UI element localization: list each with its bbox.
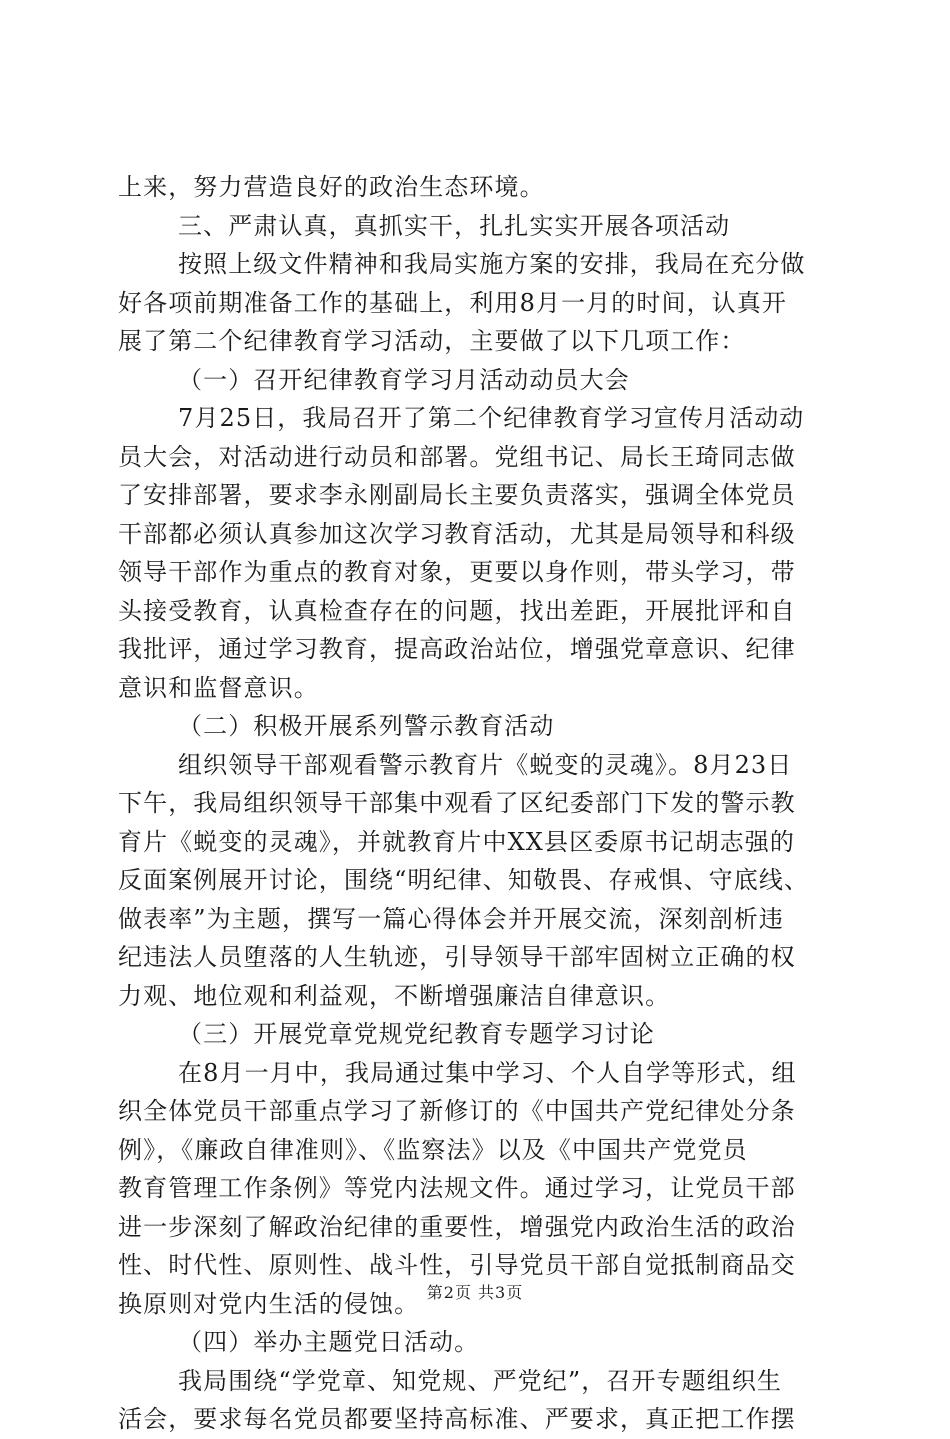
section-heading-line: （二）积极开展系列警示教育活动 — [178, 712, 555, 740]
paragraph-line: 下午，我局组织领导干部集中观看了区纪委部门下发的警示教 — [118, 789, 796, 817]
section-heading-line: （三）开展党章党规党纪教育专题学习讨论 — [178, 1020, 655, 1048]
paragraph-line: 育片《蜕变的灵魂》，并就教育片中XX县区委原书记胡志强的 — [118, 827, 795, 856]
paragraph-line: 例》，《廉政自律准则》、《监察法》以及《中国共产党党员 — [118, 1135, 748, 1164]
paragraph-line: 换原则对党内生活的侵蚀。 — [118, 1289, 420, 1318]
paragraph-line: 在8月一月中，我局通过集中学习、个人自学等形式，组 — [178, 1058, 797, 1087]
paragraph-line: 织全体党员干部重点学习了新修订的《中国共产党纪律处分条 — [118, 1097, 796, 1125]
paragraph-line: 反面案例展开讨论，围绕“明纪律、知敬畏、存戒惧、守底线、 — [118, 866, 810, 894]
paragraph-line: 教育管理工作条例》等党内法规文件。通过学习，让党员干部 — [118, 1174, 796, 1202]
paragraph-line: 力观、地位观和利益观，不断增强廉洁自律意识。 — [118, 981, 671, 1010]
paragraph-line: 意识和监督意识。 — [118, 673, 319, 702]
paragraph-line: 按照上级文件精神和我局实施方案的安排，我局在充分做 — [178, 250, 806, 278]
paragraph-line: 组织领导干部观看警示教育片《蜕变的灵魂》。8月23日 — [178, 750, 793, 779]
paragraph-line: 我批评，通过学习教育，提高政治站位，增强党章意识、纪律 — [118, 635, 796, 663]
paragraph-line: 了安排部署，要求李永刚副局长主要负责落实，强调全体党员 — [118, 481, 796, 509]
paragraph-line: 7月25日，我局召开了第二个纪律教育学习宣传月活动动 — [178, 404, 805, 432]
paragraph-line: 上来，努力营造良好的政治生态环境。 — [118, 173, 545, 201]
paragraph-line: 三、严肃认真，真抓实干，扎扎实实开展各项活动 — [178, 211, 731, 240]
paragraph-line: 干部都必须认真参加这次学习教育活动，尤其是局领导和科级 — [118, 519, 796, 548]
paragraph-line: 领导干部作为重点的教育对象，更要以身作则，带头学习，带 — [118, 558, 796, 586]
paragraph-line: 员大会，对活动进行动员和部署。党组书记、局长王琦同志做 — [118, 442, 796, 471]
paragraph-line: 做表率”为主题，撰写一篇心得体会并开展交流，深刻剖析违 — [118, 904, 784, 933]
paragraph-line: 纪违法人员堕落的人生轨迹，引导领导干部牢固树立正确的权 — [118, 943, 796, 971]
paragraph-line: 活会，要求每名党员都要坚持高标准、严要求，真正把工作摆 — [118, 1405, 796, 1433]
paragraph-line: 展了第二个纪律教育学习活动，主要做了以下几项工作： — [118, 327, 746, 355]
paragraph-line: 好各项前期准备工作的基础上，利用8月一月的时间，认真开 — [118, 288, 787, 317]
page-footer: 第2页 共3页 — [426, 1283, 524, 1302]
paragraph-line: 我局围绕“学党章、知党规、严党纪”，召开专题组织生 — [178, 1366, 783, 1395]
document-body — [118, 168, 838, 1439]
paragraph-line: 进一步深刻了解政治纪律的重要性，增强党内政治生活的政治 — [118, 1212, 796, 1241]
section-heading-line: （四）举办主题党日活动。 — [178, 1328, 480, 1356]
paragraph-line: 头接受教育，认真检查存在的问题，找出差距，开展批评和自 — [118, 596, 796, 625]
section-heading-line: （一）召开纪律教育学习月活动动员大会 — [178, 365, 630, 394]
paragraph-line: 性、时代性、原则性、战斗性，引导党员干部自觉抵制商品交 — [118, 1251, 796, 1279]
